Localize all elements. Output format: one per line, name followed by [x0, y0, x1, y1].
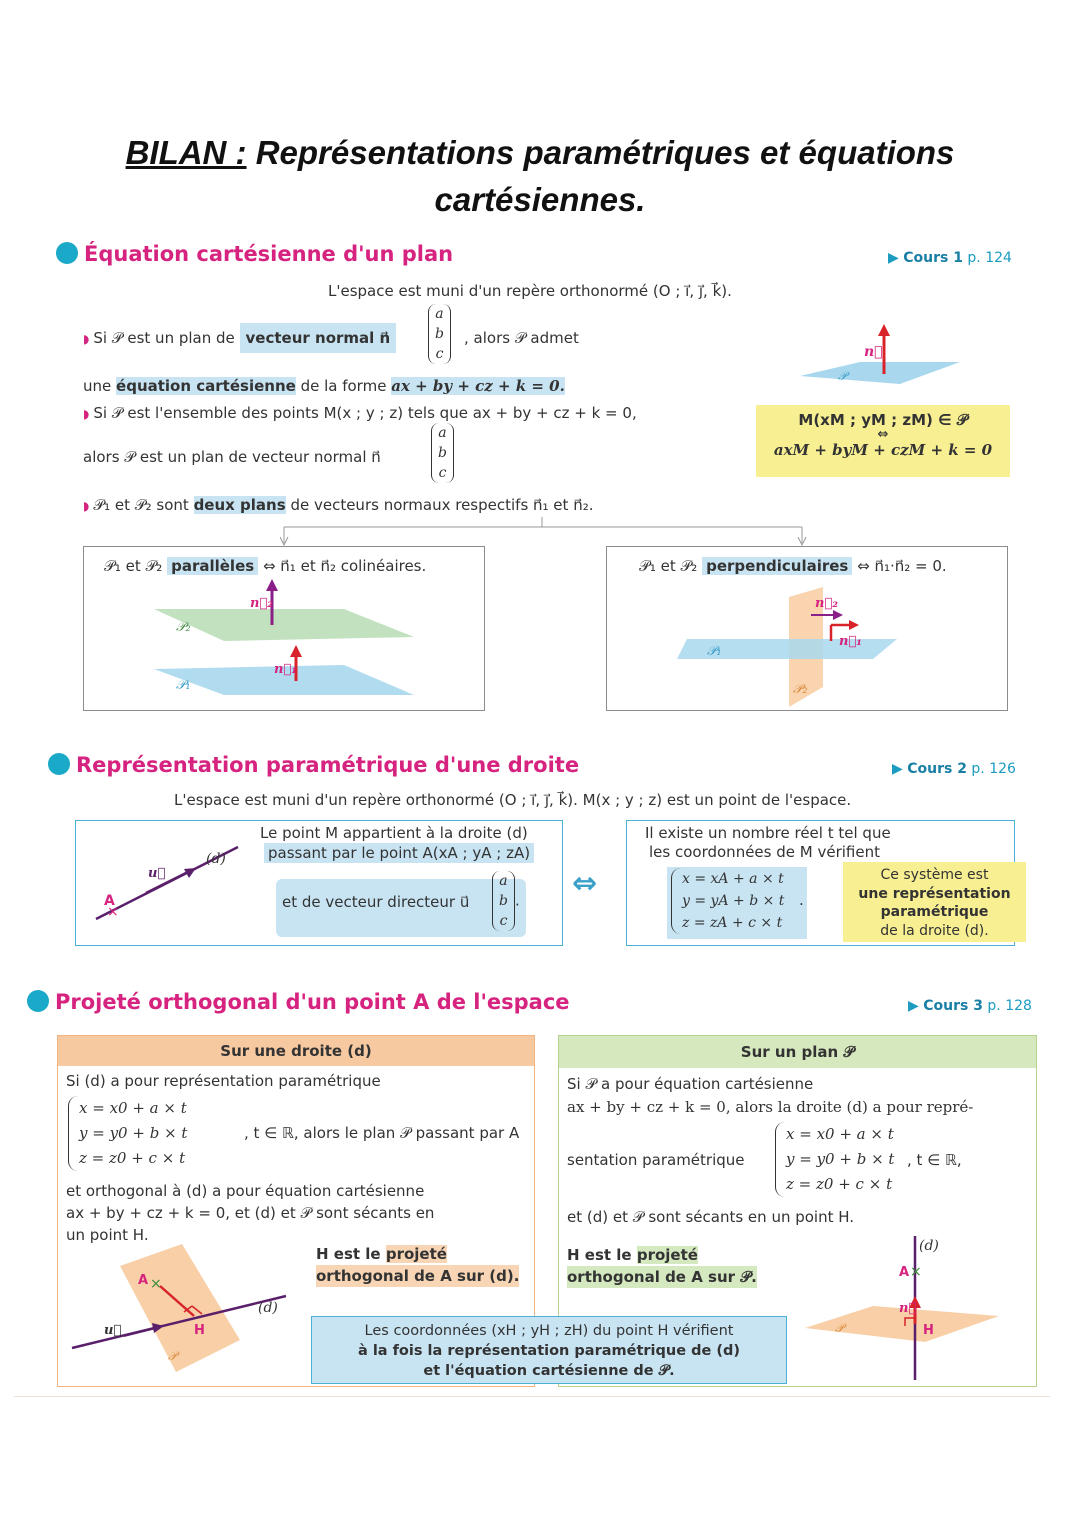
direction-vector-column: a b c . — [492, 871, 520, 931]
normal-vector-column-1: a b c — [428, 304, 451, 364]
param-note-box: Ce système est une représentation paramétrique de la droite (d). — [843, 862, 1026, 942]
point-a-label: A — [899, 1265, 910, 1280]
plane-label: 𝒫 — [835, 1321, 844, 1335]
projection-line-figure — [64, 1244, 304, 1384]
plane-shape — [800, 362, 960, 384]
p1-label: 𝒫₁ — [176, 678, 191, 693]
n2-arrow-head — [833, 610, 843, 620]
section1-bullet1-line2: une équation cartésienne de la forme ax + by + cz + k = 0. — [83, 377, 565, 395]
projection-line-header: Sur une droite (d) — [58, 1036, 534, 1066]
section2-heading: Représentation paramétrique d'une droite — [48, 753, 579, 777]
n2-arrow-head — [266, 579, 278, 591]
section-dot-icon — [48, 753, 70, 775]
param-system: x = xA + a × t y = yA + b × t z = zA + c × t — [667, 867, 807, 939]
proj-plane-note: H est le projeté orthogonal de A sur 𝒫. — [567, 1246, 757, 1286]
section-dot-icon — [27, 990, 49, 1012]
parallel-planes-box: 𝒫₁ et 𝒫₂ parallèles ⇔ n⃗₁ et n⃗₂ colinéaires. n⃗₂ n⃗₁ 𝒫₂ 𝒫₁ — [83, 546, 485, 711]
normal-label: n⃗ — [864, 344, 883, 360]
section1-bullet1: ◗ Si 𝒫 est un plan de vecteur normal n⃗ — [83, 327, 396, 350]
u-label: u⃗ — [104, 1323, 122, 1338]
point-a-label: A — [138, 1273, 149, 1288]
page-title — [0, 129, 1080, 176]
proj-plane-l1: Si 𝒫 a pour équation cartésienne — [567, 1075, 814, 1093]
d-label: (d) — [258, 1300, 278, 1316]
proj-line-l1: Si (d) a pour représentation paramétrique — [66, 1072, 381, 1090]
normal-arrow-head — [878, 324, 890, 336]
line-definition-box — [75, 820, 563, 946]
section-dot-icon — [56, 242, 78, 264]
title-bilan: BILAN : — [125, 134, 247, 171]
n1-arrow-head — [290, 645, 302, 657]
projection-plane-figure — [795, 1230, 1025, 1384]
equivalence-icon: ⇔ — [572, 866, 598, 901]
line-def-l1: Le point M appartient à la droite (d) — [260, 824, 528, 842]
normal-vector-label: vecteur normal n⃗ — [240, 323, 397, 353]
proj-plane-l4: et (d) et 𝒫 sont sécants en un point H. — [567, 1208, 855, 1226]
section3-cours-ref: ▶ Cours 3 p. 128 — [908, 998, 1032, 1014]
section1-heading: Équation cartésienne d'un plan — [56, 242, 453, 266]
n2-label: n⃗₂ — [815, 596, 838, 611]
coordinates-note-box: Les coordonnées (xH ; yH ; zH) du point H vérifient à la fois la représentation paramétrique de (d) et l'équation cartésienne de 𝒫. — [311, 1316, 787, 1384]
proj-line-note: H est le projeté orthogonal de A sur (d). — [316, 1245, 520, 1285]
connector-lines — [280, 515, 820, 547]
point-a-cross: × — [910, 1264, 922, 1280]
proj-plane-l2: ax + by + cz + k = 0, alors la droite (d) a pour repré- — [567, 1098, 974, 1116]
p2-label: 𝒫₂ — [793, 682, 808, 697]
triangle-right-icon: ▶ — [892, 761, 903, 777]
perpendicular-planes-box: 𝒫₁ et 𝒫₂ perpendiculaires ⇔ n⃗₁·n⃗₂ = 0. n⃗₂ n⃗₁ 𝒫₁ 𝒫₂ — [606, 546, 1008, 711]
plane-normal-figure — [800, 318, 970, 398]
point-a-label: A — [104, 893, 115, 909]
n2-label: n⃗₂ — [250, 596, 273, 611]
n1-label: n⃗₁ — [274, 662, 297, 677]
proj-line-l3: ax + by + cz + k = 0, et (d) et 𝒫 sont sécants en — [66, 1204, 435, 1222]
n1-arrow-head — [849, 620, 859, 630]
param-l2: les coordonnées de M vérifient — [649, 843, 880, 861]
projection-plane-header: Sur un plan 𝒫 — [559, 1036, 1036, 1068]
proj-line-l2: et orthogonal à (d) a pour équation cartésienne — [66, 1182, 425, 1200]
title-line1: Représentations paramétriques et équations — [255, 134, 955, 171]
param-l1: Il existe un nombre réel t tel que — [645, 824, 891, 842]
d-label: (d) — [206, 851, 226, 867]
proj-plane-system: x = x0 + a × t y = y0 + b × t z = z0 + c × t — [775, 1122, 894, 1197]
parametric-system-box: Il existe un nombre réel t tel que les coordonnées de M vérifient x = xA + a × t y = yA + b × t z = zA + c × t . — [626, 820, 1015, 946]
point-h-label: H — [923, 1323, 934, 1338]
proj-line-l4: un point H. — [66, 1226, 149, 1244]
proj-plane-tail: , t ∈ ℝ, — [907, 1151, 962, 1169]
parallel-planes-figure — [84, 577, 484, 707]
n1-label: n⃗₁ — [839, 634, 862, 649]
plane-shape — [120, 1244, 240, 1372]
bottom-divider — [14, 1396, 1050, 1397]
page-title-line2: cartésiennes. — [434, 181, 646, 218]
section1-cours-ref: ▶ Cours 1 p. 124 — [888, 250, 1012, 266]
section2-intro: L'espace est muni d'un repère orthonormé (O ; i⃗, j⃗, k⃗). M(x ; y ; z) est un point de l'espace. — [174, 791, 852, 809]
line-def-l3-wrap — [276, 879, 526, 937]
plane-label: 𝒫 — [838, 369, 847, 383]
proj-line-system: x = x0 + a × t y = y0 + b × t z = z0 + c × t — [68, 1096, 187, 1171]
p1-label: 𝒫₁ — [707, 644, 722, 659]
normal-vector-column-2: a b c — [431, 423, 454, 483]
line-def-l2: passant par le point A(xA ; yA ; zA) — [264, 843, 534, 863]
section1-bullet2-line2: alors 𝒫 est un plan de vecteur normal n⃗ — [83, 448, 381, 466]
perpendicular-planes-figure — [607, 577, 1007, 707]
point-h-label: H — [194, 1323, 205, 1338]
yellow-formula-box: M(xM ; yM ; zM) ∈ 𝒫 ⇔ axM + byM + czM + k = 0 — [756, 405, 1010, 477]
section1-intro: L'espace est muni d'un repère orthonormé (O ; i⃗, j⃗, k⃗). — [328, 282, 732, 300]
u-label: u⃗ — [148, 866, 166, 881]
line-def-l3: et de vecteur directeur u⃗ — [282, 893, 470, 911]
plane2-shape — [154, 609, 414, 641]
bullet-icon: ◗ — [83, 499, 90, 513]
proj-line-tail: , t ∈ ℝ, alors le plan 𝒫 passant par A — [244, 1124, 520, 1142]
section1-bullet3: ◗ 𝒫₁ et 𝒫₂ sont deux plans de vecteurs normaux respectifs n⃗₁ et n⃗₂. — [83, 496, 594, 514]
proj-plane-l3: sentation paramétrique — [567, 1151, 745, 1169]
section3-heading: Projeté orthogonal d'un point A de l'espace — [27, 990, 570, 1014]
bullet-icon: ◗ — [83, 407, 90, 421]
bullet-icon: ◗ — [83, 332, 90, 346]
plane-label: 𝒫 — [168, 1349, 177, 1363]
point-a-cross: × — [107, 904, 119, 920]
normal-label: n⃗ — [899, 1301, 917, 1316]
point-a-cross: × — [150, 1276, 162, 1292]
triangle-right-icon: ▶ — [888, 250, 899, 266]
d-label: (d) — [919, 1238, 939, 1254]
section1-bullet1-post: , alors 𝒫 admet — [464, 329, 579, 347]
section1-bullet2: ◗ Si 𝒫 est l'ensemble des points M(x ; y ; z) tels que ax + by + cz + k = 0, — [83, 404, 637, 422]
line-figure — [86, 833, 256, 933]
triangle-right-icon: ▶ — [908, 998, 919, 1014]
p2-label: 𝒫₂ — [176, 620, 191, 635]
section2-cours-ref: ▶ Cours 2 p. 126 — [892, 761, 1016, 777]
